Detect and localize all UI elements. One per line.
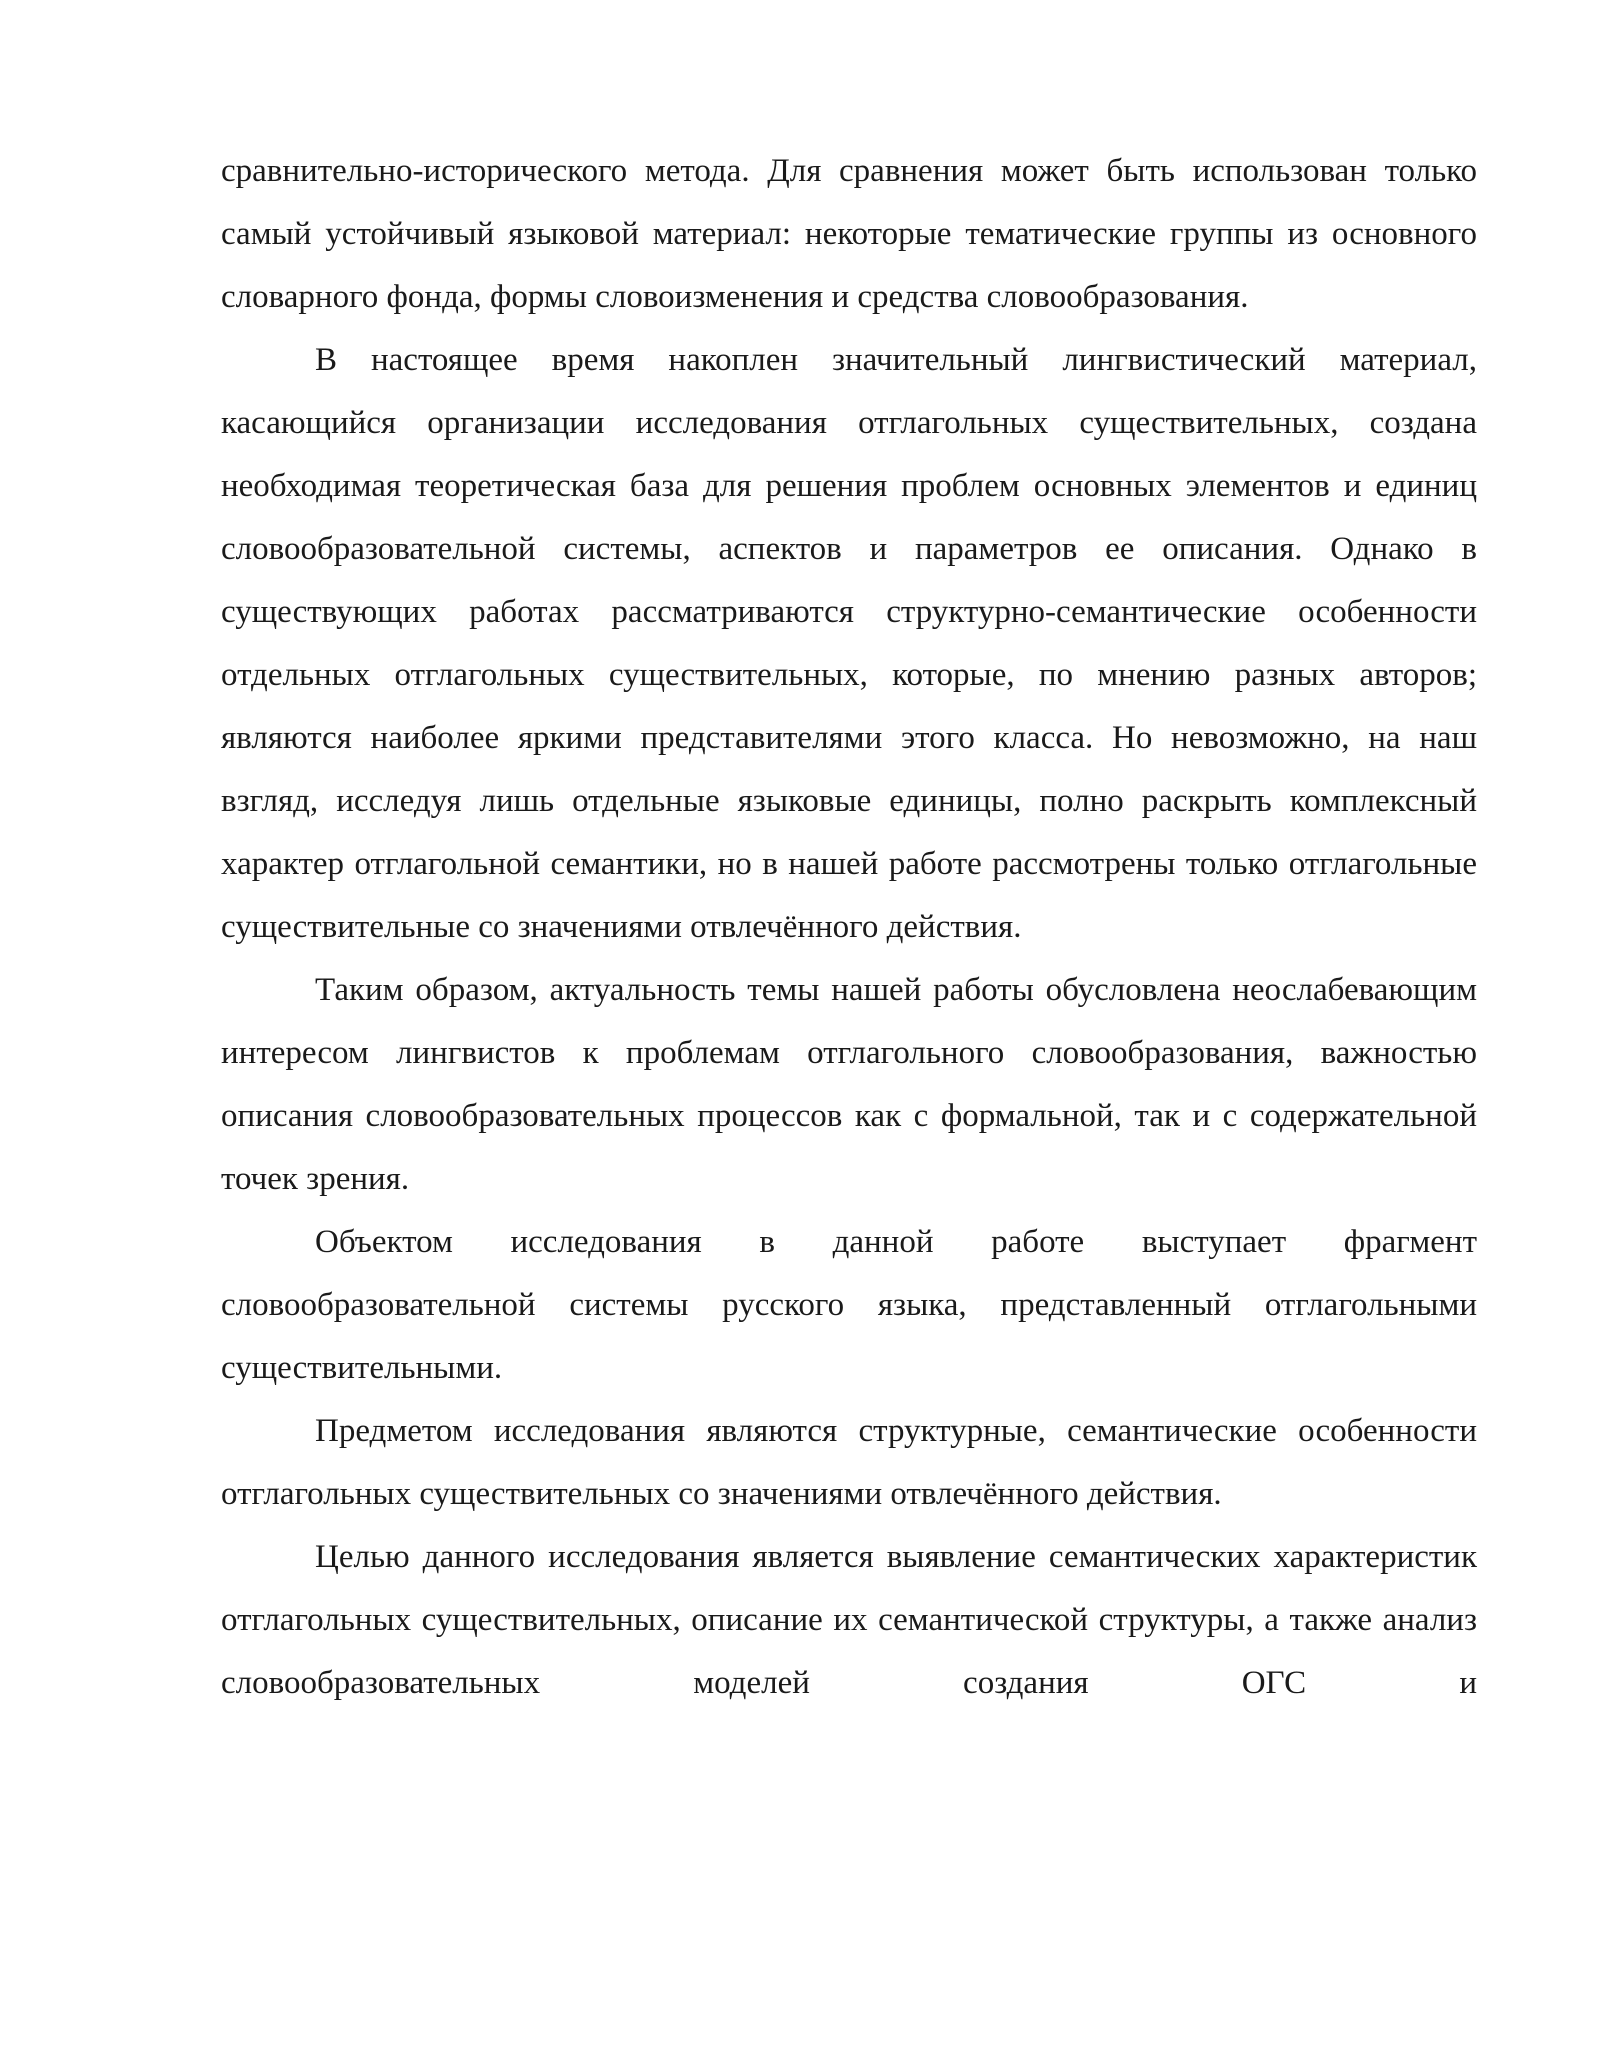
paragraph-2: В настоящее время накоплен значительный лингвистический материал, касающийся организации исследования отглагольных существительных, создана необходимая теоретическая база для решения проблем основных элементов и единиц словообразовательной системы, аспектов и параметров ее описания. Однако в существующих работах рассматриваются структурно-семантические особенности отдельных отглагольных существительных, которые, по мнению разных авторов; являются наиболее яркими представителями этого класса. Но невозможно, на наш взгляд, исследуя лишь отдельные языковые единицы, полно раскрыть комплексный характер отглагольной семантики, но в нашей работе рассмотрены только отглагольные существительные со значениями отвлечённого действия. <box>221 342 1477 945</box>
document-body <box>221 140 1477 1715</box>
paragraph-1: сравнительно-исторического метода. Для сравнения может быть использован только самый устойчивый языковой материал: некоторые тематические группы из основного словарного фонда, формы словоизменения и средства словообразования. <box>221 153 1477 315</box>
paragraph-3: Таким образом, актуальность темы нашей работы обусловлена неослабевающим интересом лингвистов к проблемам отглагольного словообразования, важностью описания словообразовательных процессов как с формальной, так и с содержательной точек зрения. <box>221 972 1477 1197</box>
paragraph-6: Целью данного исследования является выявление семантических характеристик отглагольных существительных, описание их семантической структуры, а также анализ словообразовательных моделей создания ОГС и <box>221 1539 1477 1701</box>
paragraph-5: Предметом исследования являются структурные, семантические особенности отглагольных существительных со значениями отвлечённого действия. <box>221 1413 1477 1512</box>
paragraph-4: Объектом исследования в данной работе выступает фрагмент словообразовательной системы русского языка, представленный отглагольными существительными. <box>221 1224 1477 1386</box>
